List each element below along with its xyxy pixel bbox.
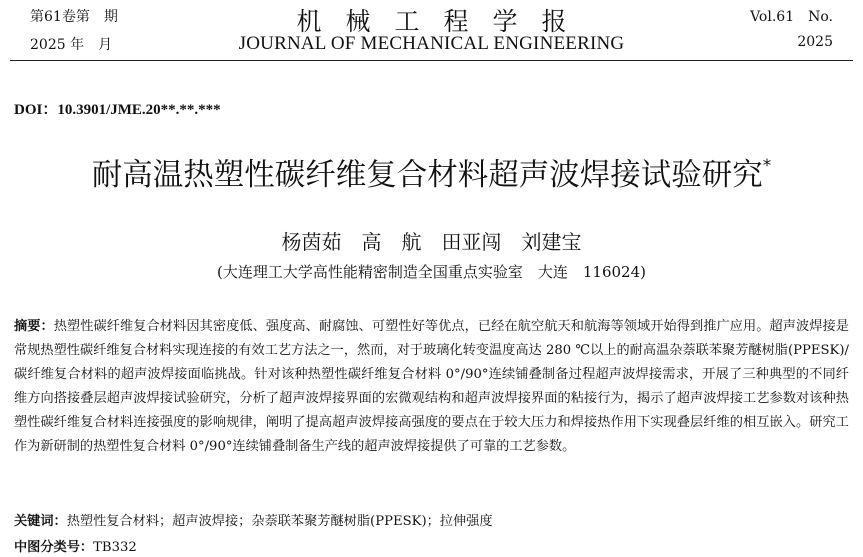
article-title xyxy=(0,150,863,194)
title-footnote-mark: * xyxy=(762,156,772,176)
abstract-text: 热塑性碳纤维复合材料因其密度低、强度高、耐腐蚀、可塑性好等优点，已经在航空航天和航海等领域开始得到推广应用。超声波焊接是常规热塑性碳纤维复合材料实现连接的有效工艺方法之一，然而，对于玻璃化转变温度高达 280 ℃以上的耐高温杂萘联苯聚芳醚树脂(PPESK)/碳纤维复合材料的超声波焊接面临挑战。针对该种热塑性碳纤维复合材料 0°/90°连续铺叠制备过程超声波焊接需求，开展了三种典型的不同纤维方向搭接叠层超声波焊接试验研究，分析了超声波焊接界面的宏微观结构和超声波焊接界面的粘接行为，揭示了超声波焊接工艺参数对该种热塑性碳纤维复合材料连接强度的影响规律，阐明了提高超声波焊接高强度的要点在于较大压力和焊接热作用下实现叠层纤维的相互嵌入。研究工作为新研制的热塑性复合材料 0°/90°连续铺叠制备生产线的超声波焊接提供了可靠的工艺参数。 xyxy=(14,319,849,454)
year-month: 2025 年 月 xyxy=(30,37,113,53)
authors: 杨茵茹 高 航 田亚闯 刘建宝 xyxy=(281,230,582,254)
header-rule xyxy=(10,60,853,61)
abstract-label: 摘要： xyxy=(14,319,54,334)
year: 2025 xyxy=(797,34,833,50)
journal-title-cn: 机械工程学报 xyxy=(296,7,591,36)
doi: DOI：10.3901/JME.20**.**.*** xyxy=(14,102,221,118)
volume-issue: 第61卷第 期 xyxy=(30,9,118,25)
keywords-text: 热塑性复合材料；超声波焊接；杂萘联苯聚芳醚树脂(PPESK)；拉伸强度 xyxy=(66,514,493,529)
classification-label: 中图分类号： xyxy=(14,540,94,555)
keywords-label: 关键词： xyxy=(14,514,67,529)
affiliation: (大连理工大学高性能精密制造全国重点实验室 大连 116024) xyxy=(217,263,646,281)
article-title-text: 耐高温热塑性碳纤维复合材料超声波焊接试验研究 xyxy=(91,158,763,193)
abstract xyxy=(14,315,849,459)
vol-no: Vol.61 No. xyxy=(750,9,833,25)
journal-title-en: JOURNAL OF MECHANICAL ENGINEERING xyxy=(238,33,625,54)
classification xyxy=(14,536,137,555)
keywords xyxy=(14,510,493,529)
classification-text: TB332 xyxy=(93,540,137,555)
